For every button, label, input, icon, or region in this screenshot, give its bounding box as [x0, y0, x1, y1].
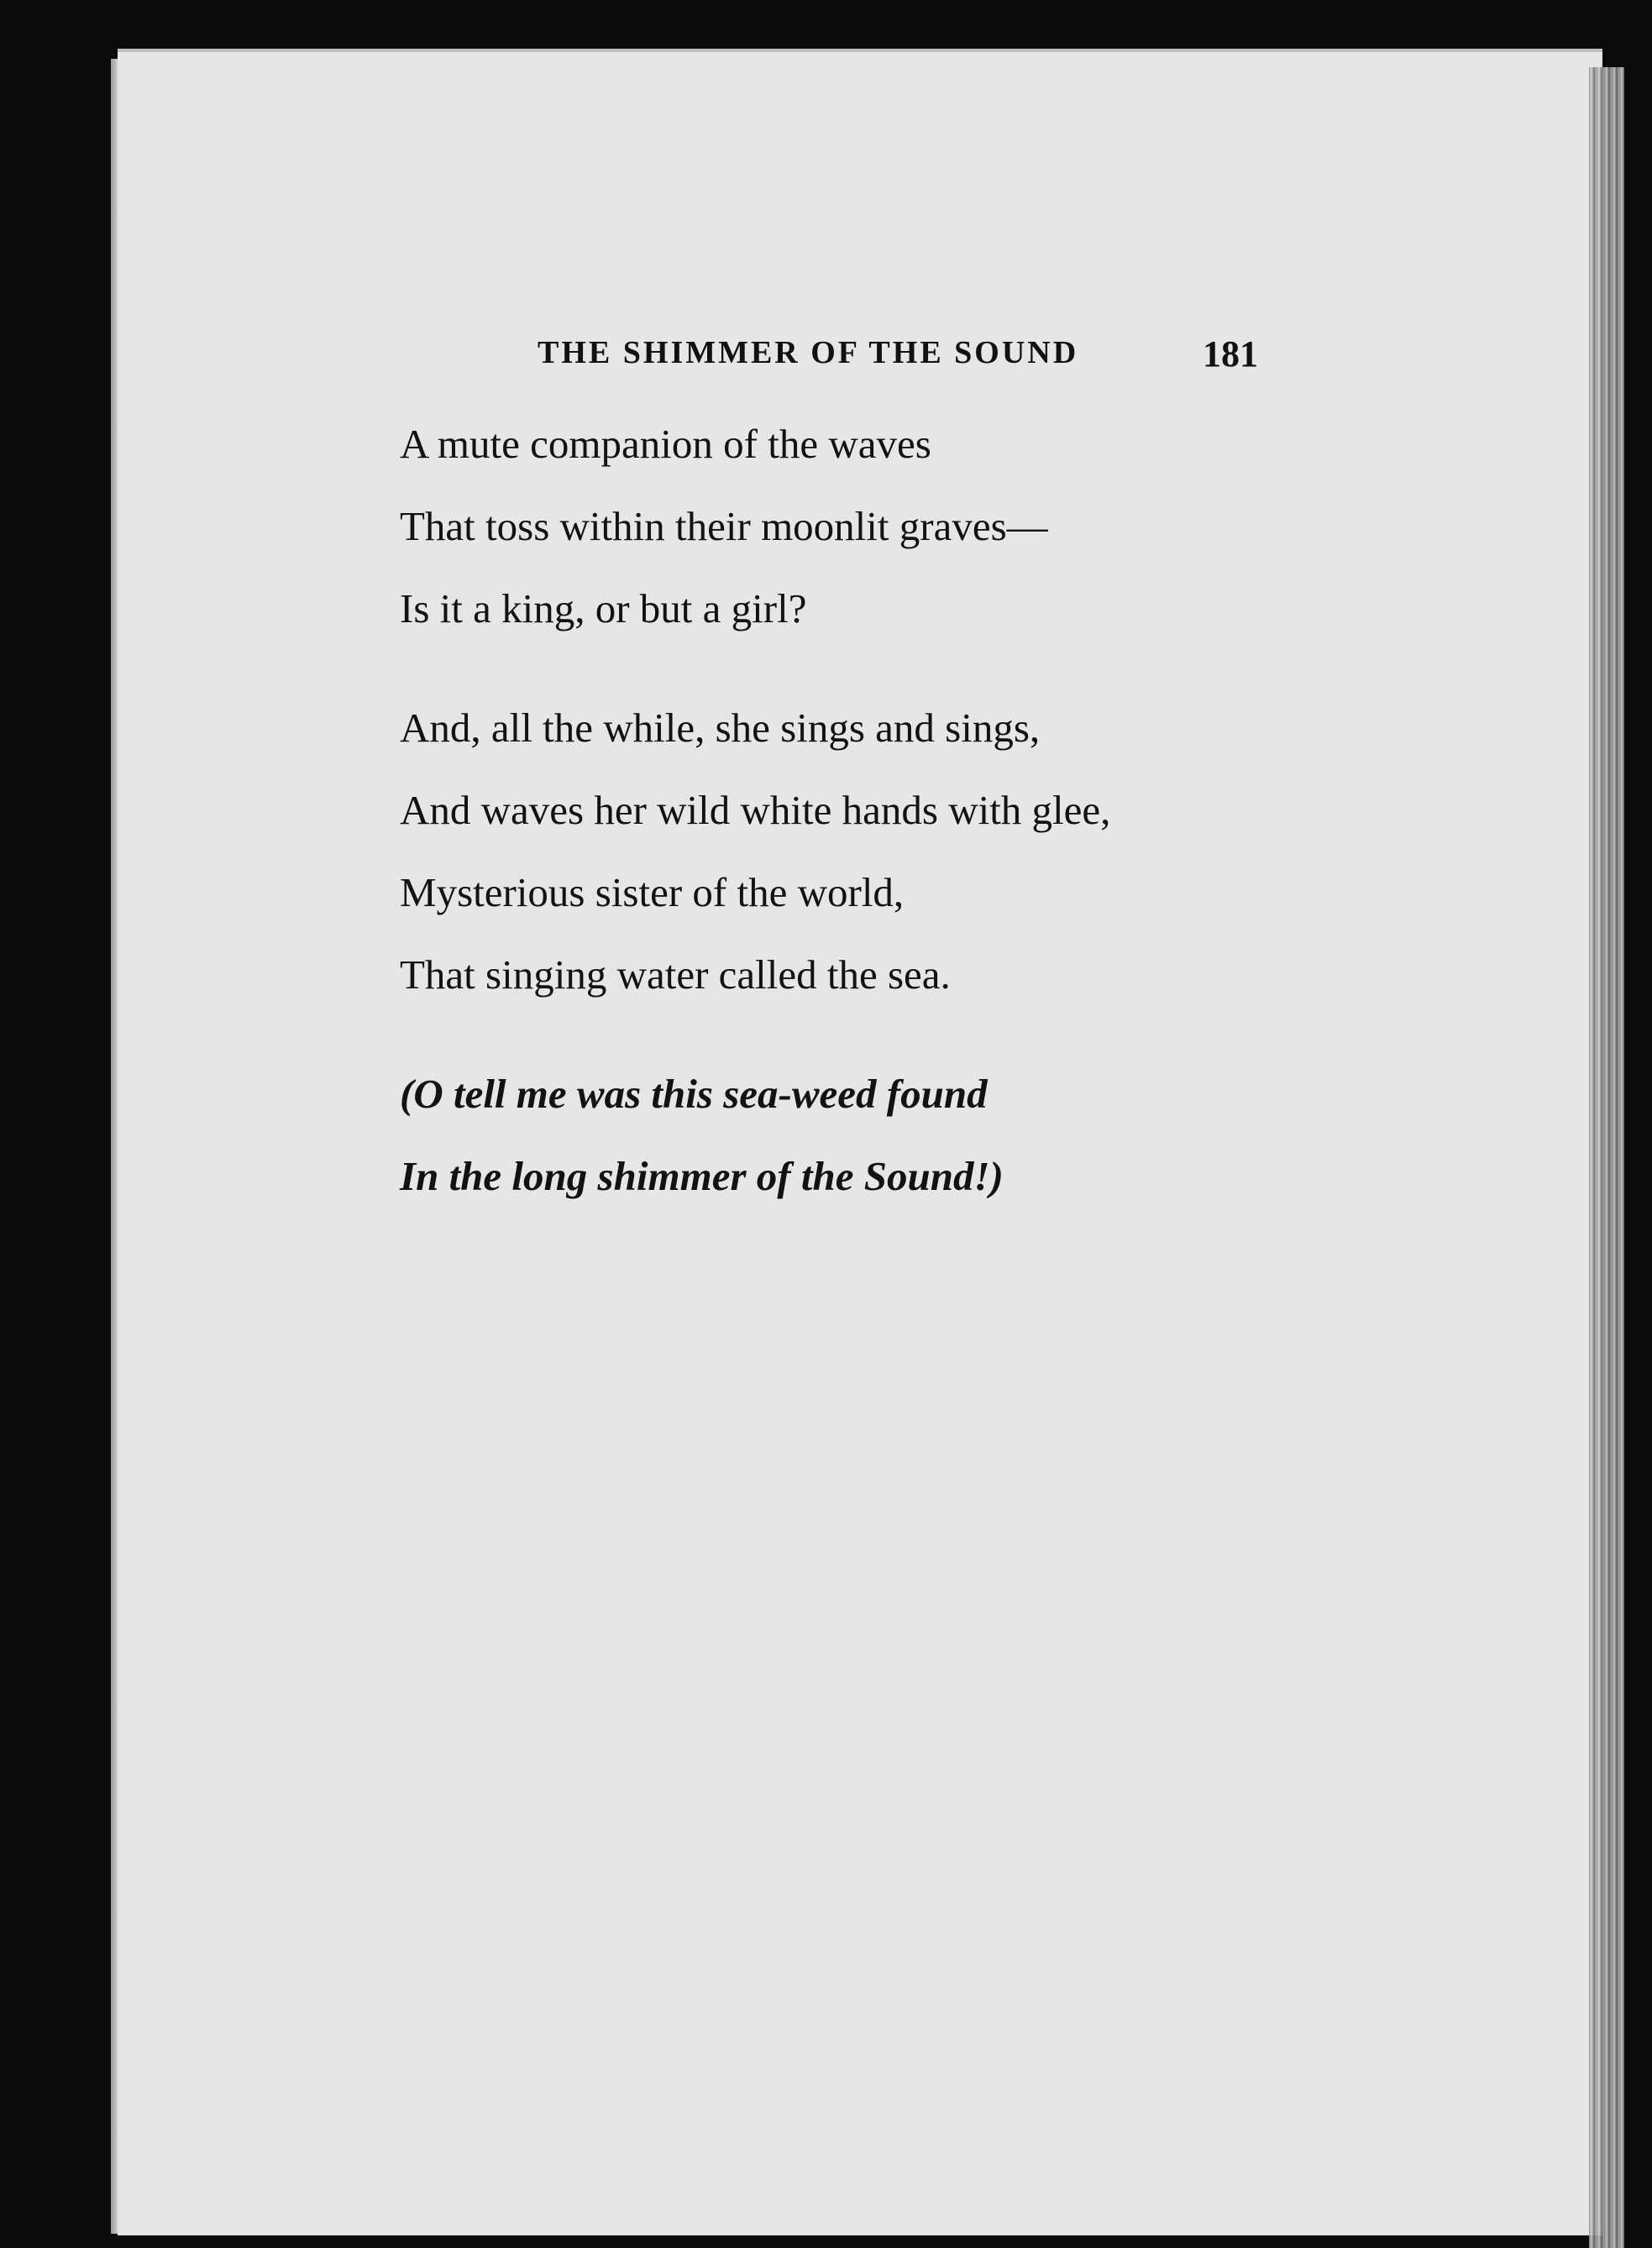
- poem-line: And, all the while, she sings and sings,: [400, 705, 1041, 751]
- refrain: [400, 1053, 1324, 1218]
- poem-line: Mysterious sister of the world,: [400, 869, 905, 915]
- poem-line: Is it a king, or but a girl?: [400, 585, 807, 631]
- poem-line: A mute companion of the waves: [400, 421, 931, 467]
- poem-body: [400, 403, 1324, 1218]
- page-number: 181: [1203, 333, 1258, 375]
- stanza-2: [400, 687, 1324, 1016]
- poem-line: That singing water called the sea.: [400, 951, 951, 998]
- running-head: THE SHIMMER OF THE SOUND: [538, 335, 1079, 370]
- poem-line: That toss within their moonlit graves—: [400, 503, 1048, 549]
- stanza-gap: [400, 1016, 1324, 1053]
- stanza-gap: [400, 650, 1324, 687]
- refrain-line: In the long shimmer of the Sound!): [400, 1153, 1004, 1199]
- stanza-1: [400, 403, 1324, 650]
- refrain-line: (O tell me was this sea-weed found: [400, 1071, 988, 1117]
- poem-line: And waves her wild white hands with glee,: [400, 787, 1111, 833]
- page-right-edge: [1589, 67, 1624, 2248]
